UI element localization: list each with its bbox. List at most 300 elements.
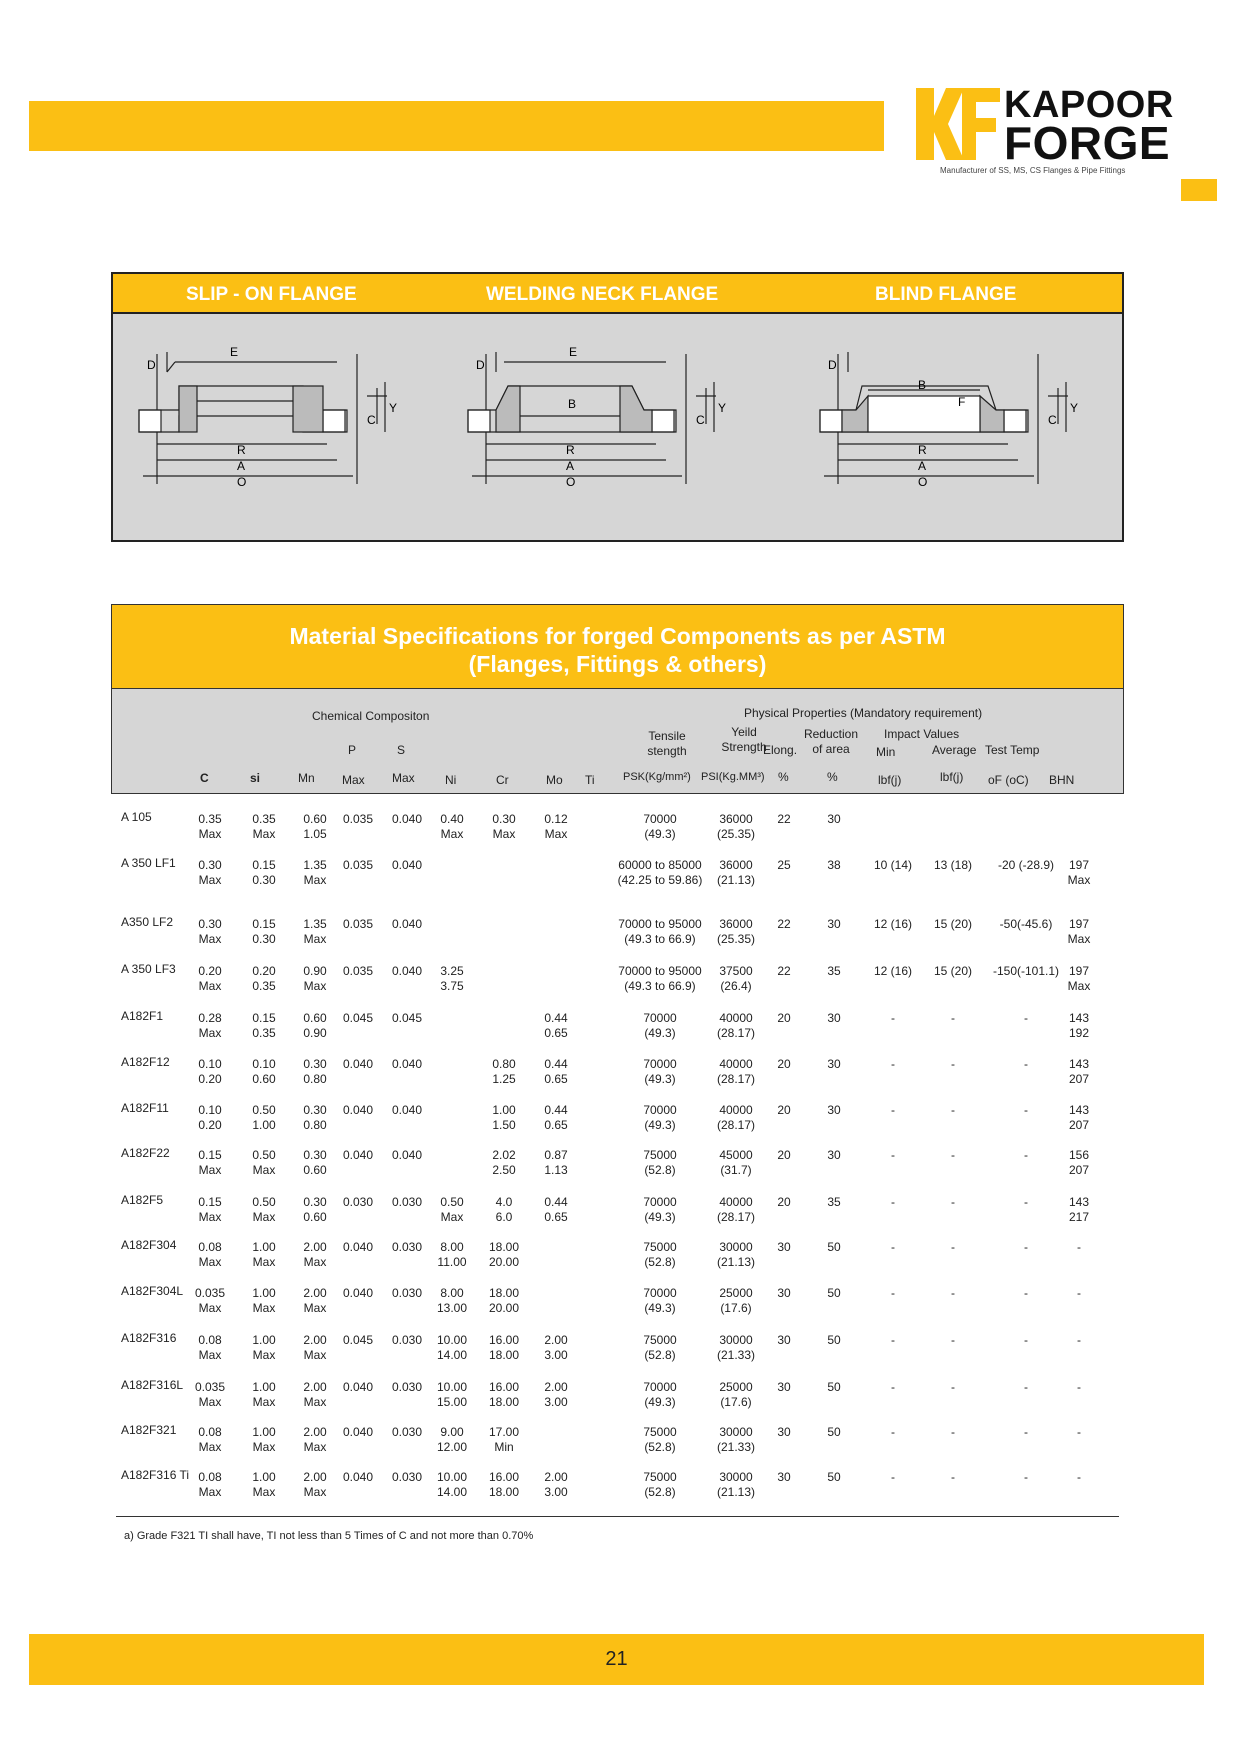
cell-si: 1.00 Max — [252, 1333, 276, 1362]
cell-bhn: 197 Max — [1067, 917, 1091, 946]
dim-label-r: R — [237, 443, 246, 457]
spec-table-header — [111, 604, 1124, 794]
cell-red: 30 — [827, 917, 841, 931]
cell-cr: 4.0 6.0 — [495, 1195, 513, 1224]
col-psk: PSK(Kg/mm²) — [623, 771, 691, 783]
cell-elong: 20 — [777, 1148, 791, 1162]
cell-red: 30 — [827, 812, 841, 826]
col-c: C — [200, 771, 209, 785]
cell-p: 0.040 — [342, 1425, 374, 1439]
cell-psi: 37500 (26.4) — [719, 964, 753, 993]
dim-label-y: Y — [1070, 401, 1079, 415]
hdr-yield: Yeild Strength — [721, 725, 767, 754]
cell-mo: 2.00 3.00 — [544, 1380, 568, 1409]
cell-red: 50 — [827, 1380, 841, 1394]
cell-elong: 20 — [777, 1195, 791, 1209]
dim-label-e: E — [230, 345, 239, 359]
row-grade: A182F316L — [121, 1378, 184, 1392]
cell-elong: 20 — [777, 1057, 791, 1071]
cell-red: 50 — [827, 1286, 841, 1300]
cell-p: 0.035 — [342, 964, 374, 978]
cell-temp: -150(-101.1) — [992, 964, 1060, 978]
cell-cr: 16.00 18.00 — [488, 1470, 520, 1499]
cell-psi: 40000 (28.17) — [716, 1057, 756, 1086]
cell-p: 0.030 — [342, 1195, 374, 1209]
cell-bhn: 143 207 — [1068, 1103, 1090, 1132]
cell-c: 0.20 Max — [198, 964, 222, 993]
cell-red: 30 — [827, 1148, 841, 1162]
cell-s: 0.030 — [391, 1333, 423, 1347]
cell-si: 0.15 0.30 — [252, 917, 276, 946]
cell-p: 0.040 — [342, 1380, 374, 1394]
cell-c: 0.10 0.20 — [198, 1103, 222, 1132]
blind-flange-title: BLIND FLANGE — [875, 284, 1017, 305]
dim-label-o: O — [566, 475, 576, 489]
cell-c: 0.08 Max — [198, 1333, 222, 1362]
flange-diagrams-panel — [111, 272, 1124, 542]
cell-imin: 10 (14) — [873, 858, 913, 872]
hdr-impact: Impact Values — [884, 727, 960, 741]
col-temp-unit: oF (oC) — [988, 773, 1029, 787]
page-number: 21 — [605, 1648, 628, 1670]
cell-c: 0.30 Max — [198, 917, 222, 946]
cell-mn: 0.30 0.80 — [303, 1057, 327, 1086]
dim-label-b: B — [568, 397, 577, 411]
cell-c: 0.10 0.20 — [198, 1057, 222, 1086]
cell-p: 0.040 — [342, 1240, 374, 1254]
cell-red: 50 — [827, 1425, 841, 1439]
cell-mn: 2.00 Max — [303, 1240, 327, 1269]
cell-temp: - — [1024, 1195, 1028, 1209]
cell-c: 0.08 Max — [198, 1240, 222, 1269]
cell-p: 0.040 — [342, 1103, 374, 1117]
cell-mo: 2.00 3.00 — [544, 1333, 568, 1362]
cell-elong: 22 — [777, 812, 791, 826]
cell-temp: -20 (-28.9) — [997, 858, 1055, 872]
cell-psk: 70000 to 95000 (49.3 to 66.9) — [618, 917, 702, 946]
cell-bhn: 143 217 — [1068, 1195, 1090, 1224]
cell-s: 0.030 — [391, 1470, 423, 1484]
cell-bhn: 156 207 — [1068, 1148, 1090, 1177]
dim-label-d: D — [147, 358, 156, 372]
cell-temp: - — [1024, 1057, 1028, 1071]
cell-si: 1.00 Max — [252, 1380, 276, 1409]
cell-elong: 20 — [777, 1011, 791, 1025]
cell-imin: - — [891, 1240, 895, 1254]
cell-c: 0.30 Max — [198, 858, 222, 887]
cell-temp: - — [1024, 1380, 1028, 1394]
cell-iavg: - — [951, 1380, 955, 1394]
cell-iavg: - — [951, 1240, 955, 1254]
cell-mo: 0.44 0.65 — [544, 1195, 568, 1224]
row-grade: A182F5 — [121, 1193, 164, 1207]
cell-si: 0.35 Max — [252, 812, 276, 841]
cell-p: 0.045 — [342, 1011, 374, 1025]
cell-psi: 25000 (17.6) — [719, 1380, 753, 1409]
cell-p: 0.040 — [342, 1057, 374, 1071]
cell-imin: - — [891, 1286, 895, 1300]
hdr-reduction: Reduction of area — [803, 727, 859, 756]
cell-iavg: - — [951, 1057, 955, 1071]
cell-psk: 70000 (49.3) — [643, 1380, 677, 1409]
cell-iavg: 15 (20) — [933, 964, 973, 978]
cell-psi: 25000 (17.6) — [719, 1286, 753, 1315]
cell-elong: 25 — [777, 858, 791, 872]
spec-title-line2: (Flanges, Fittings & others) — [468, 651, 767, 677]
cell-red: 50 — [827, 1240, 841, 1254]
col-ti: Ti — [585, 773, 595, 787]
col-impact-min-unit: lbf(j) — [878, 773, 902, 787]
cell-iavg: - — [951, 1470, 955, 1484]
dim-label-f: F — [958, 395, 966, 409]
cell-psk: 70000 (49.3) — [643, 1057, 677, 1086]
cell-s: 0.030 — [391, 1380, 423, 1394]
cell-s: 0.040 — [391, 917, 423, 931]
cell-iavg: - — [951, 1286, 955, 1300]
cell-cr: 1.00 1.50 — [492, 1103, 516, 1132]
cell-mn: 0.60 1.05 — [303, 812, 327, 841]
table-bottom-rule — [116, 1516, 1119, 1517]
cell-cr: 0.30 Max — [492, 812, 516, 841]
row-grade: A182F22 — [121, 1146, 170, 1160]
cell-si: 1.00 Max — [252, 1425, 276, 1454]
cell-temp: - — [1024, 1011, 1028, 1025]
cell-mn: 2.00 Max — [303, 1333, 327, 1362]
cell-s: 0.040 — [391, 964, 423, 978]
cell-si: 0.15 0.30 — [252, 858, 276, 887]
col-ni: Ni — [445, 773, 457, 787]
cell-psk: 75000 (52.8) — [643, 1470, 677, 1499]
cell-mn: 0.30 0.80 — [303, 1103, 327, 1132]
row-grade: A182F321 — [121, 1423, 177, 1437]
row-grade: A182F12 — [121, 1055, 170, 1069]
dim-label-e: E — [569, 345, 578, 359]
cell-p: 0.040 — [342, 1148, 374, 1162]
cell-psi: 40000 (28.17) — [716, 1195, 756, 1224]
cell-ni: 8.00 13.00 — [436, 1286, 468, 1315]
cell-ni: 10.00 14.00 — [436, 1333, 468, 1362]
slip-on-flange-diagram — [127, 324, 417, 504]
cell-red: 50 — [827, 1333, 841, 1347]
dim-label-a: A — [237, 459, 246, 473]
spec-title-line1: Material Specifications for forged Components as per ASTM — [289, 623, 946, 649]
cell-temp: -50(-45.6) — [999, 917, 1053, 931]
cell-psi: 30000 (21.33) — [716, 1425, 756, 1454]
cell-iavg: - — [951, 1333, 955, 1347]
cell-elong: 22 — [777, 917, 791, 931]
cell-red: 38 — [827, 858, 841, 872]
cell-red: 30 — [827, 1057, 841, 1071]
header-accent-bar — [29, 101, 884, 151]
dim-label-o: O — [237, 475, 247, 489]
cell-bhn: - — [1077, 1380, 1081, 1394]
cell-imin: 12 (16) — [873, 964, 913, 978]
cell-psi: 40000 (28.17) — [716, 1103, 756, 1132]
row-grade: A182F316 — [121, 1331, 177, 1345]
cell-elong: 30 — [777, 1240, 791, 1254]
cell-temp: - — [1024, 1470, 1028, 1484]
cell-mo: 2.00 3.00 — [544, 1470, 568, 1499]
cell-imin: - — [891, 1195, 895, 1209]
col-si: si — [250, 771, 261, 785]
cell-elong: 30 — [777, 1380, 791, 1394]
cell-bhn: - — [1077, 1333, 1081, 1347]
cell-red: 35 — [827, 964, 841, 978]
cell-temp: - — [1024, 1286, 1028, 1300]
cell-c: 0.08 Max — [198, 1470, 222, 1499]
cell-elong: 30 — [777, 1470, 791, 1484]
col-s-max: Max — [392, 771, 415, 785]
slip-on-flange-title: SLIP - ON FLANGE — [186, 284, 357, 305]
cell-red: 50 — [827, 1470, 841, 1484]
cell-ni: 0.50 Max — [440, 1195, 464, 1224]
cell-psk: 75000 (52.8) — [643, 1148, 677, 1177]
row-grade: A182F1 — [121, 1009, 164, 1023]
cell-s: 0.045 — [391, 1011, 423, 1025]
cell-psi: 30000 (21.13) — [716, 1470, 756, 1499]
row-grade: A 350 LF3 — [121, 962, 176, 976]
cell-elong: 22 — [777, 964, 791, 978]
cell-psk: 70000 (49.3) — [643, 812, 677, 841]
cell-bhn: 143 207 — [1068, 1057, 1090, 1086]
cell-psk: 60000 to 85000 (42.25 to 59.86) — [617, 858, 703, 887]
cell-temp: - — [1024, 1333, 1028, 1347]
dim-label-y: Y — [389, 401, 398, 415]
dim-label-r: R — [918, 443, 927, 457]
spec-title-bar — [112, 605, 1123, 689]
cell-temp: - — [1024, 1425, 1028, 1439]
cell-ni: 10.00 14.00 — [436, 1470, 468, 1499]
dim-label-c: C — [696, 413, 705, 427]
cell-elong: 30 — [777, 1333, 791, 1347]
col-elong-pct: % — [778, 770, 789, 784]
cell-imin: - — [891, 1333, 895, 1347]
cell-ni: 10.00 15.00 — [436, 1380, 468, 1409]
cell-iavg: - — [951, 1425, 955, 1439]
cell-iavg: 15 (20) — [933, 917, 973, 931]
cell-p: 0.035 — [342, 812, 374, 826]
cell-psk: 70000 (49.3) — [643, 1103, 677, 1132]
cell-elong: 20 — [777, 1103, 791, 1117]
cell-elong: 30 — [777, 1286, 791, 1300]
row-grade: A 350 LF1 — [121, 856, 176, 870]
cell-cr: 2.02 2.50 — [492, 1148, 516, 1177]
cell-si: 0.50 Max — [252, 1195, 276, 1224]
cell-bhn: 197 Max — [1067, 858, 1091, 887]
cell-red: 30 — [827, 1011, 841, 1025]
col-cr: Cr — [496, 773, 509, 787]
cell-c: 0.035 Max — [194, 1286, 226, 1315]
row-grade: A182F316 Ti — [121, 1468, 190, 1482]
cell-s: 0.030 — [391, 1240, 423, 1254]
cell-psi: 40000 (28.17) — [716, 1011, 756, 1040]
welding-neck-flange-title: WELDING NECK FLANGE — [486, 284, 719, 305]
col-p-max: Max — [342, 773, 365, 787]
cell-cr: 18.00 20.00 — [488, 1240, 520, 1269]
hdr-p: P — [348, 743, 357, 757]
cell-p: 0.040 — [342, 1286, 374, 1300]
cell-si: 1.00 Max — [252, 1286, 276, 1315]
cell-s: 0.040 — [391, 858, 423, 872]
cell-cr: 16.00 18.00 — [488, 1380, 520, 1409]
cell-psk: 70000 to 95000 (49.3 to 66.9) — [618, 964, 702, 993]
dim-label-y: Y — [718, 401, 727, 415]
cell-bhn: 143 192 — [1068, 1011, 1090, 1040]
cell-mn: 2.00 Max — [303, 1470, 327, 1499]
col-psi: PSI(Kg.MM³) — [701, 771, 765, 783]
cell-imin: - — [891, 1425, 895, 1439]
chem-group-heading: Chemical Compositon — [312, 709, 430, 723]
col-impact-avg-unit: lbf(j) — [940, 770, 964, 784]
cell-mn: 1.35 Max — [303, 917, 327, 946]
dim-label-d: D — [476, 358, 485, 372]
cell-c: 0.15 Max — [198, 1195, 222, 1224]
cell-imin: - — [891, 1011, 895, 1025]
cell-s: 0.030 — [391, 1195, 423, 1209]
cell-mn: 0.30 0.60 — [303, 1195, 327, 1224]
cell-s: 0.040 — [391, 1103, 423, 1117]
hdr-impact-min: Min — [876, 745, 896, 759]
dim-label-c: C — [367, 413, 376, 427]
cell-mo: 0.44 0.65 — [544, 1103, 568, 1132]
footnote: a) Grade F321 TI shall have, TI not less than 5 Times of C and not more than 0.70% — [124, 1530, 534, 1542]
cell-mn: 1.35 Max — [303, 858, 327, 887]
cell-c: 0.08 Max — [198, 1425, 222, 1454]
cell-si: 0.50 Max — [252, 1148, 276, 1177]
cell-cr: 17.00 Min — [488, 1425, 520, 1454]
cell-psi: 36000 (21.13) — [716, 858, 756, 887]
cell-s: 0.030 — [391, 1286, 423, 1300]
cell-psk: 70000 (49.3) — [643, 1286, 677, 1315]
cell-mn: 0.60 0.90 — [303, 1011, 327, 1040]
cell-mo: 0.44 0.65 — [544, 1057, 568, 1086]
cell-temp: - — [1024, 1240, 1028, 1254]
hdr-elong: Elong. — [763, 743, 798, 757]
cell-mo: 0.44 0.65 — [544, 1011, 568, 1040]
dim-label-a: A — [918, 459, 927, 473]
cell-c: 0.035 Max — [194, 1380, 226, 1409]
cell-mn: 2.00 Max — [303, 1380, 327, 1409]
cell-s: 0.040 — [391, 1057, 423, 1071]
cell-s: 0.040 — [391, 1148, 423, 1162]
cell-bhn: 197 Max — [1067, 964, 1091, 993]
cell-ni: 8.00 11.00 — [437, 1240, 467, 1269]
cell-mn: 0.90 Max — [303, 964, 327, 993]
row-grade: A 105 — [121, 810, 152, 824]
cell-mo: 0.87 1.13 — [544, 1148, 568, 1177]
cell-red: 35 — [827, 1195, 841, 1209]
cell-red: 30 — [827, 1103, 841, 1117]
cell-cr: 0.80 1.25 — [492, 1057, 516, 1086]
cell-psi: 36000 (25.35) — [716, 917, 756, 946]
cell-iavg: - — [951, 1148, 955, 1162]
cell-ni: 3.25 3.75 — [440, 964, 464, 993]
cell-temp: - — [1024, 1148, 1028, 1162]
cell-psi: 36000 (25.35) — [716, 812, 756, 841]
cell-psk: 70000 (49.3) — [643, 1195, 677, 1224]
cell-mn: 2.00 Max — [303, 1425, 327, 1454]
footer-bar — [29, 1634, 1204, 1685]
hdr-s: S — [397, 743, 406, 757]
col-bhn: BHN — [1049, 773, 1075, 787]
cell-bhn: - — [1077, 1425, 1081, 1439]
flange-titles-bar — [113, 274, 1122, 314]
cell-elong: 30 — [777, 1425, 791, 1439]
hdr-impact-average: Average — [932, 743, 977, 757]
cell-imin: - — [891, 1103, 895, 1117]
cell-p: 0.040 — [342, 1470, 374, 1484]
cell-si: 0.10 0.60 — [252, 1057, 276, 1086]
cell-si: 0.20 0.35 — [252, 964, 276, 993]
phys-group-heading: Physical Properties (Mandatory requirement) — [744, 706, 983, 720]
cell-imin: - — [891, 1380, 895, 1394]
cell-imin: - — [891, 1057, 895, 1071]
brand-name-line1: KAPOOR — [1004, 84, 1174, 126]
dim-label-a: A — [566, 459, 575, 473]
cell-psi: 30000 (21.33) — [716, 1333, 756, 1362]
cell-iavg: - — [951, 1011, 955, 1025]
hdr-test-temp: Test Temp — [985, 743, 1040, 757]
dim-label-b: B — [918, 378, 927, 392]
cell-iavg: 13 (18) — [933, 858, 973, 872]
cell-si: 0.15 0.35 — [252, 1011, 276, 1040]
cell-mn: 2.00 Max — [303, 1286, 327, 1315]
cell-psk: 75000 (52.8) — [643, 1333, 677, 1362]
brand-name-line2: FORGE — [1004, 117, 1171, 169]
cell-si: 1.00 Max — [252, 1470, 276, 1499]
dim-label-d: D — [828, 358, 837, 372]
row-grade: A350 LF2 — [121, 915, 174, 929]
cell-p: 0.035 — [342, 917, 374, 931]
cell-ni: 0.40 Max — [440, 812, 464, 841]
blind-flange-diagram — [808, 324, 1108, 504]
kapoor-forge-logo-icon — [916, 88, 1000, 160]
cell-bhn: - — [1077, 1286, 1081, 1300]
cell-psi: 30000 (21.13) — [716, 1240, 756, 1269]
side-accent-square — [1181, 179, 1217, 201]
cell-temp: - — [1024, 1103, 1028, 1117]
cell-si: 1.00 Max — [252, 1240, 276, 1269]
brand-tagline: Manufacturer of SS, MS, CS Flanges & Pipe Fittings — [940, 166, 1126, 175]
cell-iavg: - — [951, 1195, 955, 1209]
welding-neck-flange-diagram — [456, 324, 746, 504]
cell-p: 0.035 — [342, 858, 374, 872]
cell-c: 0.35 Max — [198, 812, 222, 841]
cell-psk: 75000 (52.8) — [643, 1425, 677, 1454]
col-red-pct: % — [827, 770, 838, 784]
cell-s: 0.040 — [391, 812, 423, 826]
row-grade: A182F304 — [121, 1238, 177, 1252]
cell-c: 0.28 Max — [198, 1011, 222, 1040]
cell-s: 0.030 — [391, 1425, 423, 1439]
cell-p: 0.045 — [342, 1333, 374, 1347]
hdr-tensile: Tensile stength — [647, 729, 687, 758]
cell-mn: 0.30 0.60 — [303, 1148, 327, 1177]
col-mn: Mn — [298, 771, 315, 785]
cell-imin: - — [891, 1470, 895, 1484]
cell-c: 0.15 Max — [198, 1148, 222, 1177]
dim-label-r: R — [566, 443, 575, 457]
dim-label-o: O — [918, 475, 928, 489]
row-grade: A182F11 — [121, 1101, 169, 1115]
cell-psk: 75000 (52.8) — [643, 1240, 677, 1269]
cell-imin: - — [891, 1148, 895, 1162]
cell-psk: 70000 (49.3) — [643, 1011, 677, 1040]
cell-imin: 12 (16) — [873, 917, 913, 931]
cell-bhn: - — [1077, 1470, 1081, 1484]
cell-bhn: - — [1077, 1240, 1081, 1254]
cell-cr: 18.00 20.00 — [488, 1286, 520, 1315]
